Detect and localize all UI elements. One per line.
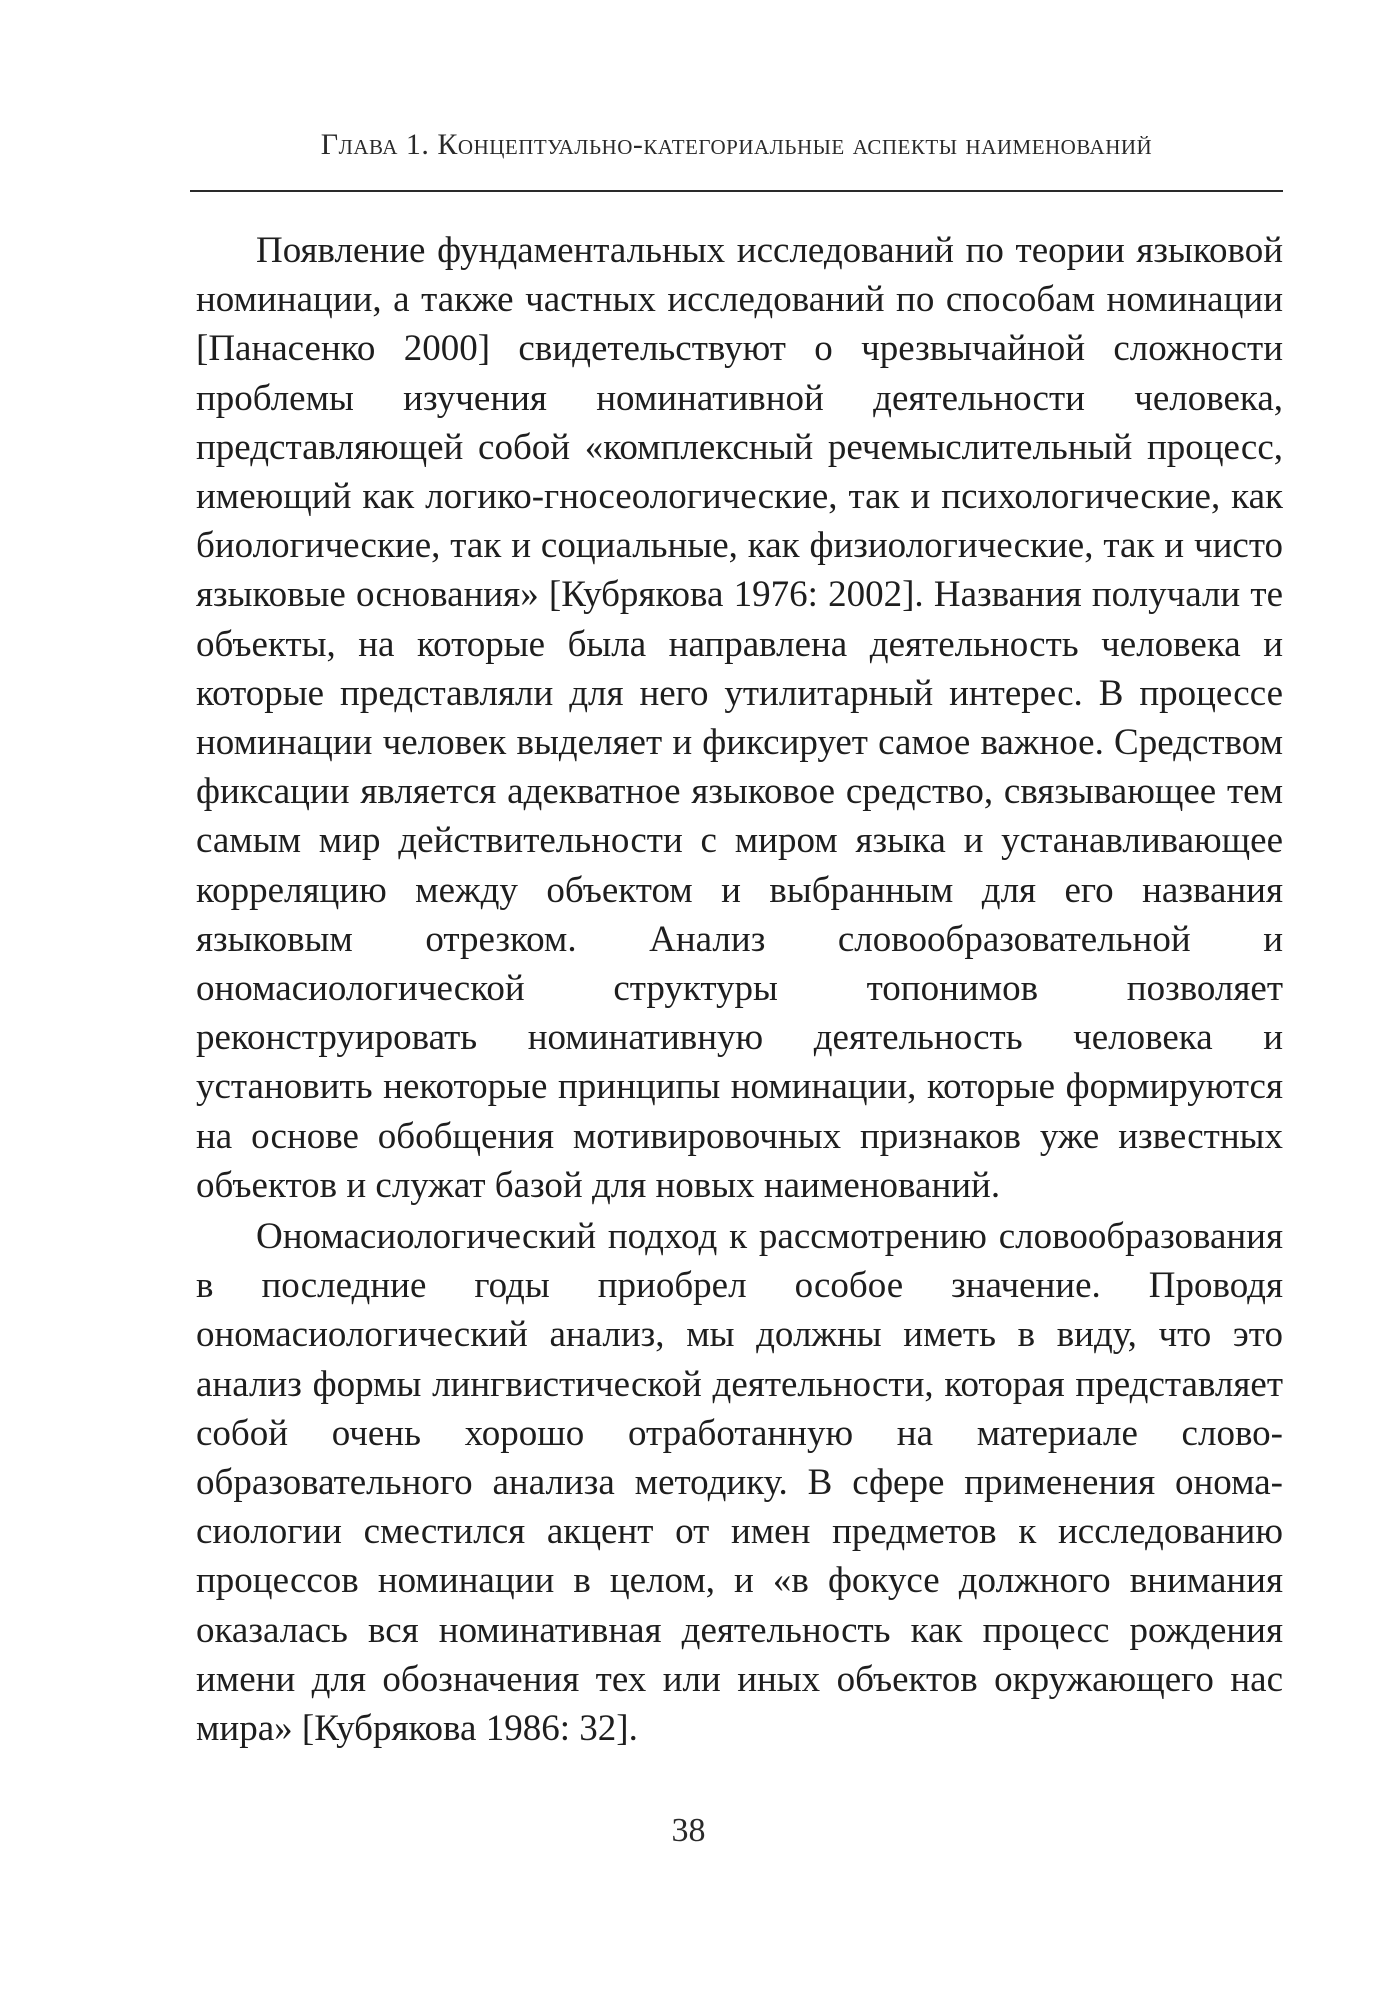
- main-text: [196, 226, 1283, 1753]
- header-divider: [190, 190, 1283, 192]
- paragraph-2: Ономасиологический подход к рассмотрению словообразования в последние годы приобрел особое значение. Проводя ономасиологический анализ, мы должны иметь в виду, что это анализ формы лингвистической деятельности, которая представляет собой очень хорошо отработанную на материале словообразовательного анализа методику. В сфере применения ономасиологии сместился акцент от имен предметов к исследованию процессов номинации в целом, и «в фокусе должного внимания оказалась вся номинативная деятельность как процесс рождения имени для обозначения тех или иных объектов окружающего нас мира» [Кубрякова 1986: 32].: [196, 1216, 1283, 1750]
- page-number: 38: [671, 1812, 706, 1849]
- paragraph-1: Появление фундаментальных исследований по теории языковой номинации, а также частных исследований по способам номинации [Панасенко 2000] свидетельствуют о чрезвычайной сложности проблемы изучения номинативной деятельности человека, представляющей собой «комплексный речемыслительный процесс, имеющий как логико-гносеологические, так и психологические, как биологические, так и социальные, как физиологические, так и чисто языковые основания» [Кубрякова 1976: 2002]. Названия получали те объекты, на которые была направлена деятельность человека и которые представляли для него утилитарный интерес. В процессе номинации человек выделяет и фиксирует самое важное. Средством фиксации является адекватное языковое средство, связывающее тем самым мир действительности с миром языка и устанавливающее корреляцию между объектом и выбранным для его названия языковым отрезком. Анализ словообразовательной и ономасиологической структуры топонимов позволяет реконструировать номинативную деятельность человека и установить некоторые принципы номинации, которые формируются на основе обобщения мотивировочных признаков уже известных объектов и служат базой для новых наименований.: [196, 230, 1283, 1206]
- running-header: Глава 1. Концептуально-категориальные аспекты наименований: [320, 128, 1153, 161]
